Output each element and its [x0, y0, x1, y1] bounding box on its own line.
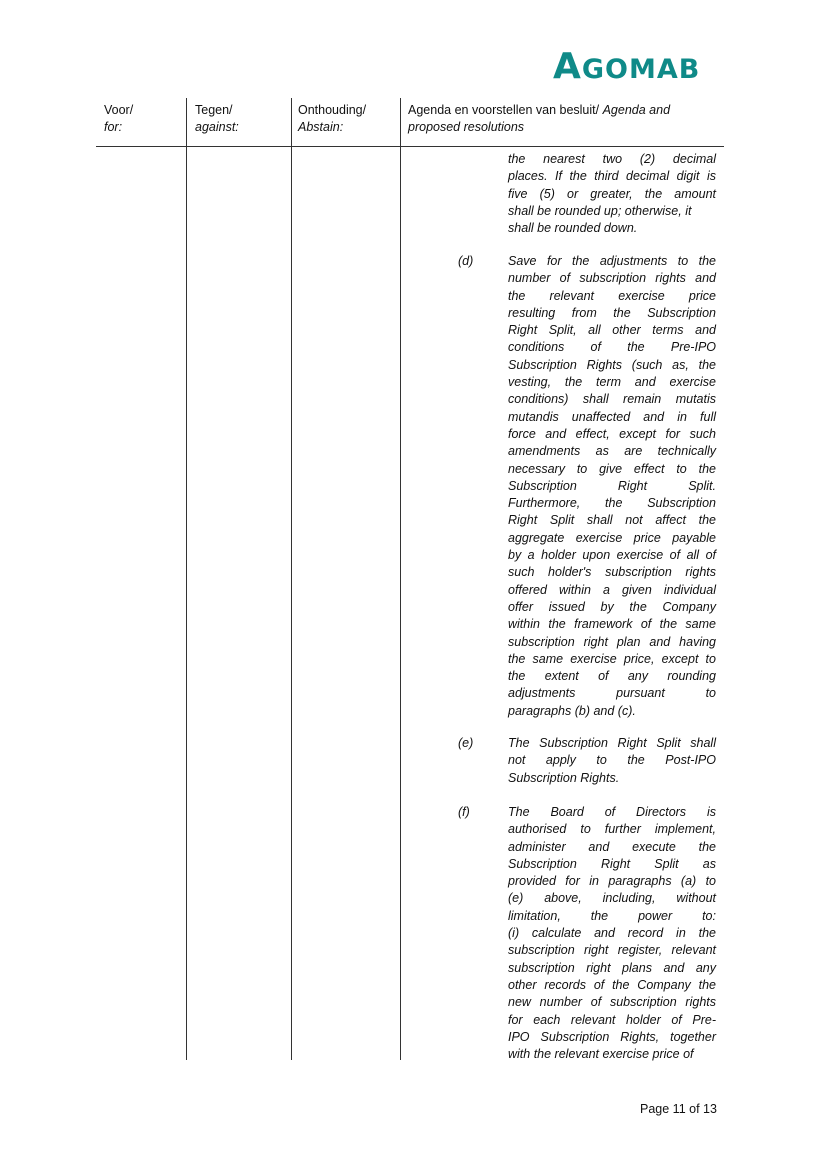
header-col-agenda [408, 102, 728, 136]
text-line: subscription right register, relevant [508, 943, 716, 958]
text-line: The Board of Directors is [508, 805, 716, 819]
text-line: other records of the Company the [508, 977, 716, 992]
text-line: paragraphs (b) and (c). [508, 703, 636, 718]
text-line: such holder's subscription rights [508, 565, 716, 580]
header-col-agenda-en: Agenda and [602, 103, 671, 117]
text-line: conditions of the Pre-IPO [508, 340, 716, 355]
text-line: Right Split shall not affect the [508, 513, 716, 528]
item-paragraph-d [508, 253, 716, 720]
text-line: (e) above, including, without [508, 891, 716, 906]
header-col-against-nl: Tegen/ [195, 103, 233, 117]
text-line: places. If the third decimal digit is [508, 169, 716, 184]
text-line: five (5) or greater, the amount [508, 186, 716, 201]
item-label-f: (f) [458, 805, 470, 819]
header-col-against [195, 102, 239, 136]
text-line: mutandis unaffected and in full [508, 409, 716, 424]
header-col-for [104, 102, 133, 136]
column-divider [186, 98, 187, 1060]
text-line: aggregate exercise price payable [508, 530, 716, 545]
column-divider [400, 98, 401, 1060]
text-line: the relevant exercise price [508, 288, 716, 303]
header-col-agenda-nl: Agenda en voorstellen van besluit/ [408, 103, 600, 117]
text-line: within the framework of the same [508, 617, 716, 632]
continuation-paragraph [508, 151, 716, 237]
text-line: amendments as are technically [508, 444, 716, 459]
text-line: necessary to give effect to the [508, 461, 716, 476]
item-label-d: (d) [458, 254, 474, 268]
header-col-abstain [298, 102, 366, 136]
text-line: Subscription Right Split as [508, 856, 716, 871]
text-line: conditions) shall remain mutatis [508, 392, 716, 407]
text-line: offered within a given individual [508, 582, 716, 597]
text-line: shall be rounded up; otherwise, it [508, 203, 692, 218]
column-divider [291, 98, 292, 1060]
text-line: authorised to further implement, [508, 822, 716, 837]
text-line: by a holder upon exercise of all of [508, 548, 716, 563]
text-line: Subscription Rights. [508, 770, 620, 785]
text-line: vesting, the term and exercise [508, 375, 716, 390]
text-line: the same exercise price, except to [508, 651, 716, 666]
header-col-for-nl: Voor/ [104, 103, 134, 117]
text-line: The Subscription Right Split shall [508, 736, 716, 750]
header-col-for-en: for: [104, 120, 123, 134]
header-col-abstain-nl: Onthouding/ [298, 103, 367, 117]
text-line: force and effect, except for such [508, 426, 716, 441]
logo-text: AGOMAB [553, 46, 701, 87]
text-line: shall be rounded down. [508, 221, 638, 236]
text-line: offer issued by the Company [508, 599, 716, 614]
text-line: limitation, the power to: [508, 908, 716, 923]
header-col-against-en: against: [195, 120, 239, 134]
item-label-e: (e) [458, 736, 474, 750]
text-line: Right Split, all other terms and [508, 323, 716, 338]
text-line: with the relevant exercise price of [508, 1047, 694, 1062]
item-paragraph-f [508, 804, 716, 1063]
text-line: (i) calculate and record in the [508, 926, 716, 941]
text-line: administer and execute the [508, 839, 716, 854]
text-line: Save for the adjustments to the [508, 254, 716, 268]
text-line: the extent of any rounding [508, 669, 716, 684]
text-line: Furthermore, the Subscription [508, 496, 716, 511]
text-line: number of subscription rights and [508, 271, 716, 286]
page-number: Page 11 of 13 [640, 1102, 717, 1116]
text-line: subscription right plans and any [508, 960, 716, 975]
text-line: provided for in paragraphs (a) to [508, 874, 716, 889]
header-col-agenda-en-cont: proposed resolutions [408, 120, 525, 134]
text-line: the nearest two (2) decimal [508, 152, 716, 166]
text-line: resulting from the Subscription [508, 305, 716, 320]
text-line: Subscription Right Split. [508, 478, 716, 493]
text-line: adjustments pursuant to [508, 686, 716, 701]
text-line: for each relevant holder of Pre- [508, 1012, 716, 1027]
text-line: IPO Subscription Rights, together [508, 1029, 716, 1044]
text-line: subscription right plan and having [508, 634, 716, 649]
item-paragraph-e [508, 735, 716, 787]
company-logo [553, 47, 700, 90]
text-line: Subscription Rights (such as, the [508, 357, 716, 372]
header-row-divider [96, 146, 724, 147]
header-col-abstain-en: Abstain: [298, 120, 344, 134]
text-line: not apply to the Post-IPO [508, 753, 716, 768]
text-line: new number of subscription rights [508, 995, 716, 1010]
